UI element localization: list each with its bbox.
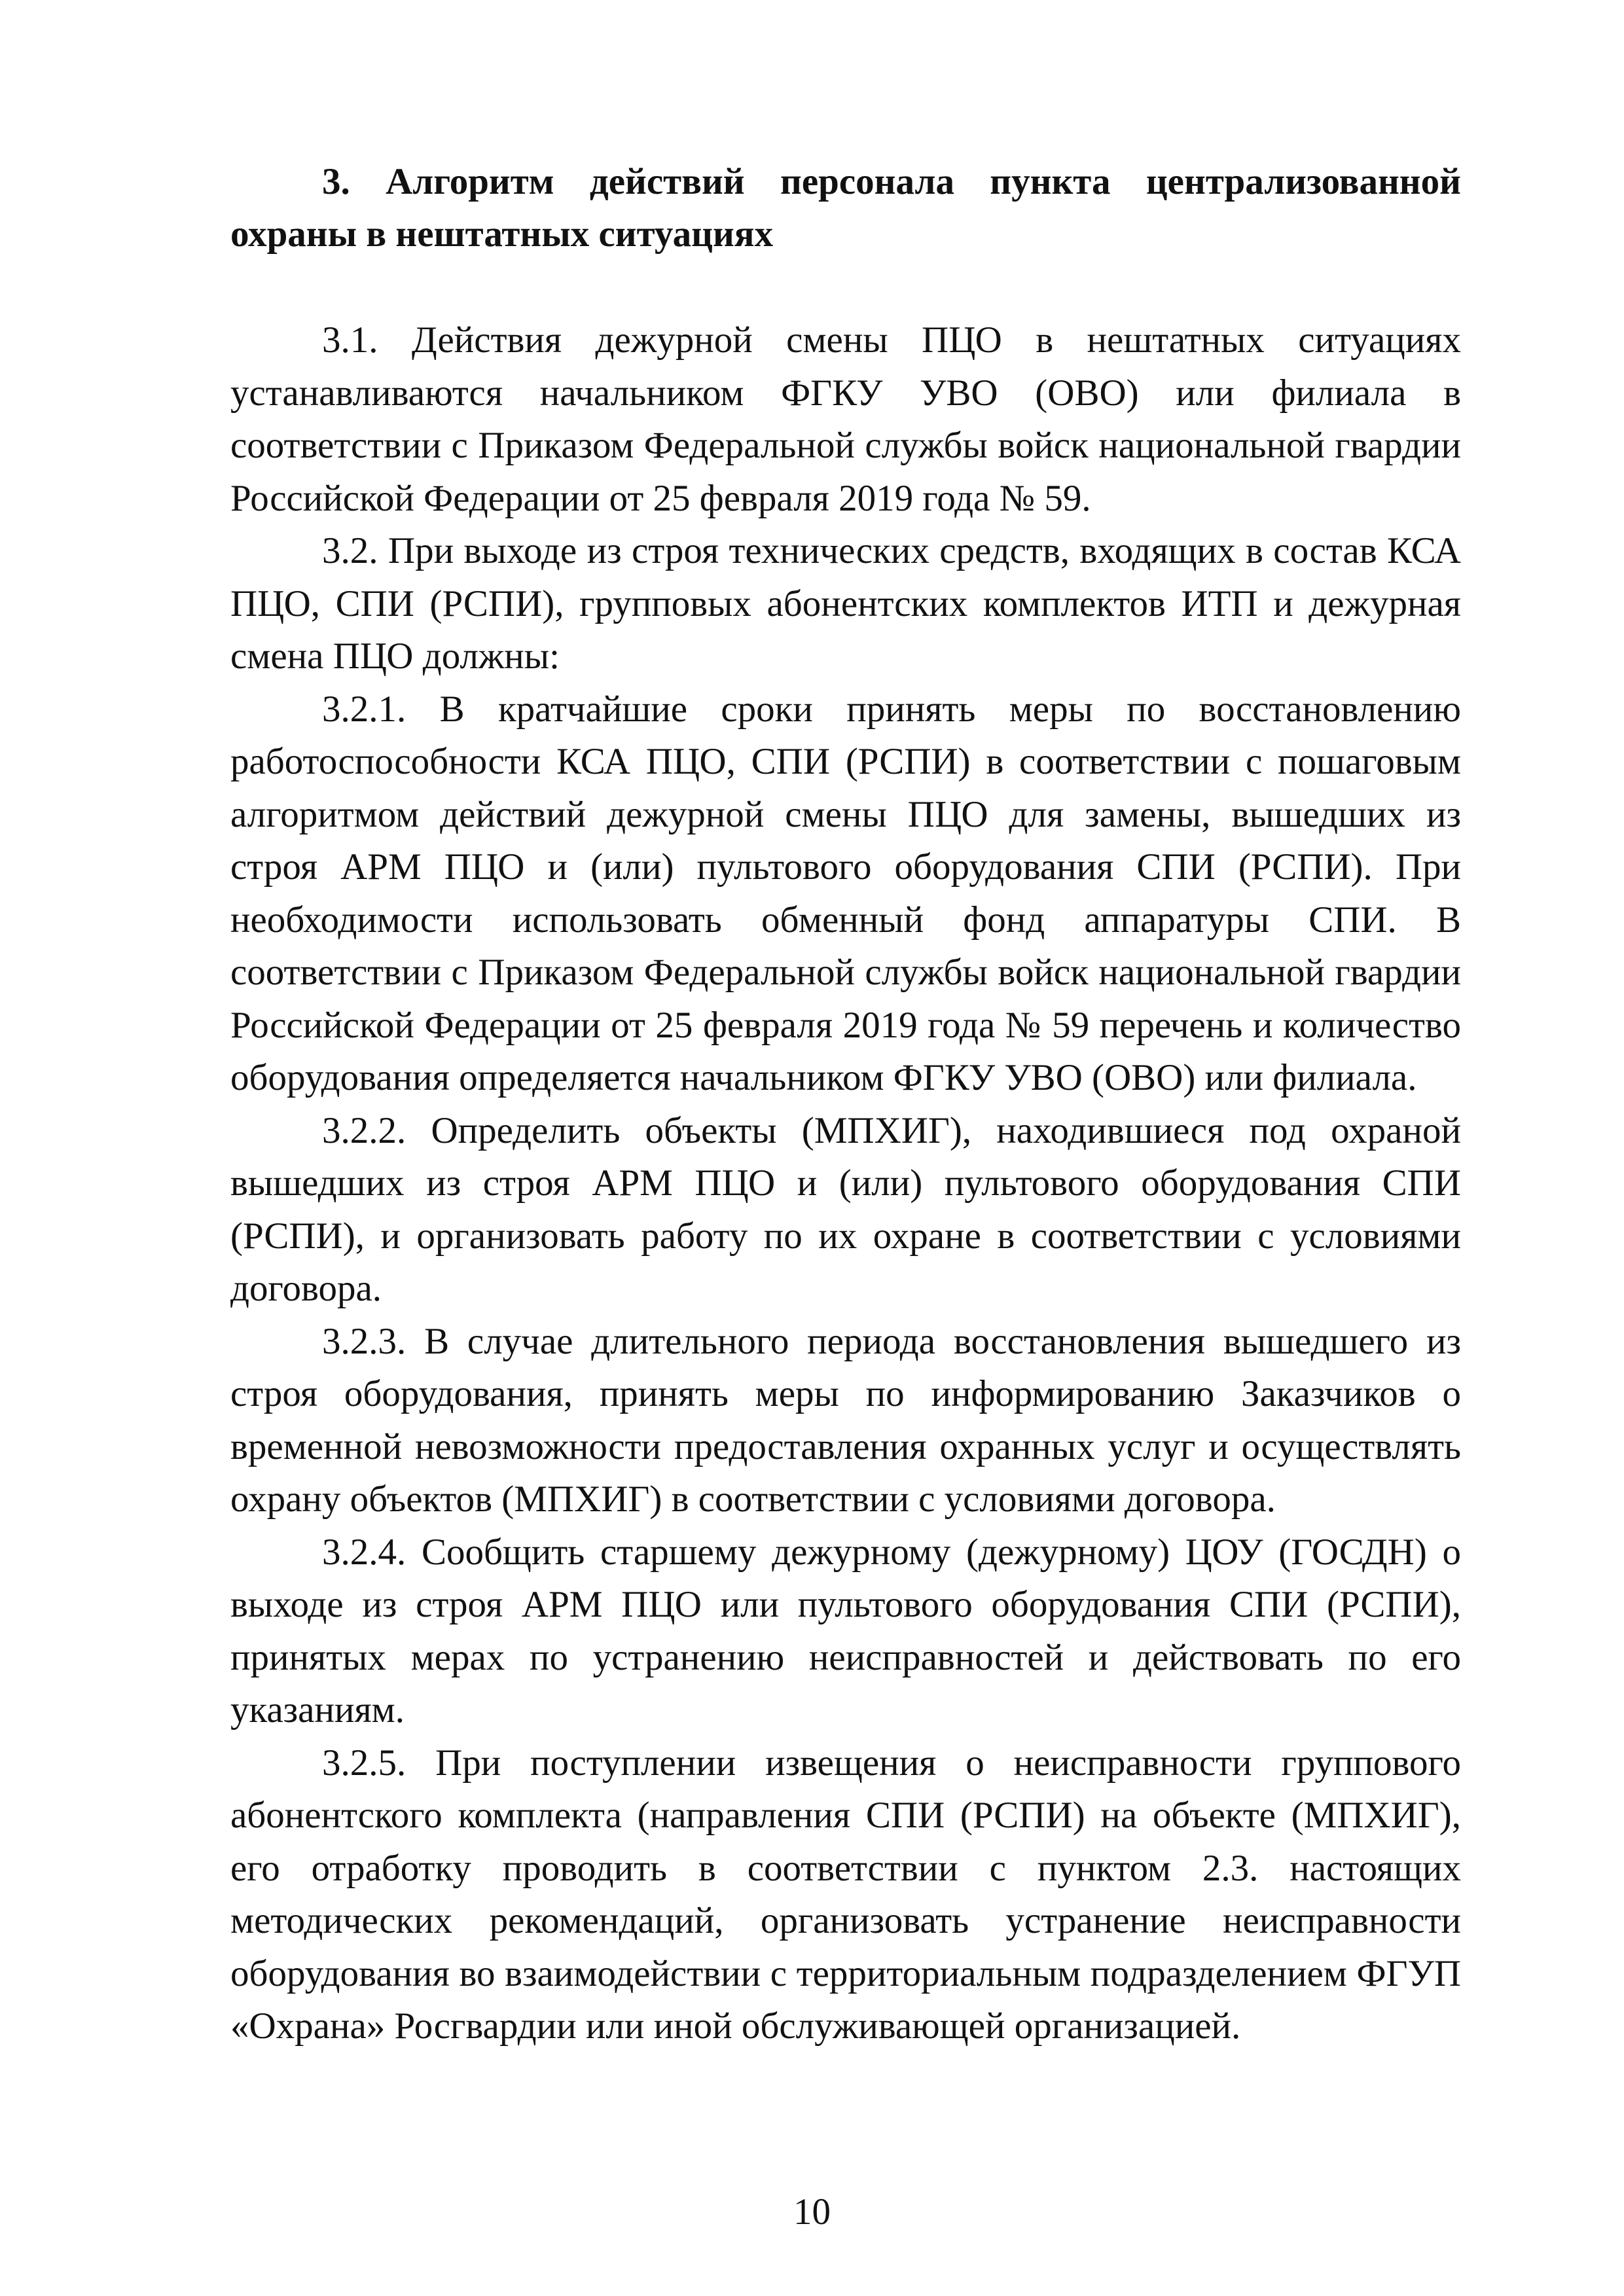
page-content (230, 156, 1461, 2053)
section-heading: 3. Алгоритм действий персонала пункта централизованной охраны в нештатных ситуациях (230, 161, 1461, 255)
paragraph-3-2: 3.2. При выходе из строя технических средств, входящих в состав КСА ПЦО, СПИ (РСПИ), групповых абонентских комплектов ИТП и дежурная смена ПЦО должны: (230, 530, 1461, 677)
paragraph-3-2-4: 3.2.4. Сообщить старшему дежурному (дежурному) ЦОУ (ГОСДН) о выходе из строя АРМ ПЦО или пультового оборудования СПИ (РСПИ), принятых мерах по устранению неисправностей и действовать по его указаниям. (230, 1531, 1461, 1731)
paragraph-3-2-5: 3.2.5. При поступлении извещения о неисправности группового абонентского комплекта (направления СПИ (РСПИ) на объекте (МПХИГ), его отработку проводить в соответствии с пунктом 2.3. настоящих методических рекомендаций, организовать устранение неисправности оборудования во взаимодействии с территориальным подразделением ФГУП «Охрана» Росгвардии или иной обслуживающей организацией. (230, 1742, 1461, 2047)
paragraph-3-2-2: 3.2.2. Определить объекты (МПХИГ), находившиеся под охраной вышедших из строя АРМ ПЦО и (или) пультового оборудования СПИ (РСПИ), и организовать работу по их охране в соответствии с условиями договора. (230, 1109, 1461, 1309)
paragraph-3-1: 3.1. Действия дежурной смены ПЦО в нештатных ситуациях устанавливаются начальником ФГКУ УВО (ОВО) или филиала в соответствии с Приказом Федеральной службы войск национальной гвардии Российской Федерации от 25 февраля 2019 года № 59. (230, 319, 1461, 519)
paragraph-3-2-3: 3.2.3. В случае длительного периода восстановления вышедшего из строя оборудования, принять меры по информированию Заказчиков о временной невозможности предоставления охранных услуг и осуществлять охрану объектов (МПХИГ) в соответствии с условиями договора. (230, 1320, 1461, 1520)
page-number: 10 (793, 2191, 831, 2233)
paragraph-3-2-1: 3.2.1. В кратчайшие сроки принять меры по восстановлению работоспособности КСА ПЦО, СПИ (РСПИ) в соответствии с пошаговым алгоритмом действий дежурной смены ПЦО для замены, вышедших из строя АРМ ПЦО и (или) пультового оборудования СПИ (РСПИ). При необходимости использовать обменный фонд аппаратуры СПИ. В соответствии с Приказом Федеральной службы войск национальной гвардии Российской Федерации от 25 февраля 2019 года № 59 перечень и количество оборудования определяется начальником ФГКУ УВО (ОВО) или филиала. (230, 688, 1461, 1098)
